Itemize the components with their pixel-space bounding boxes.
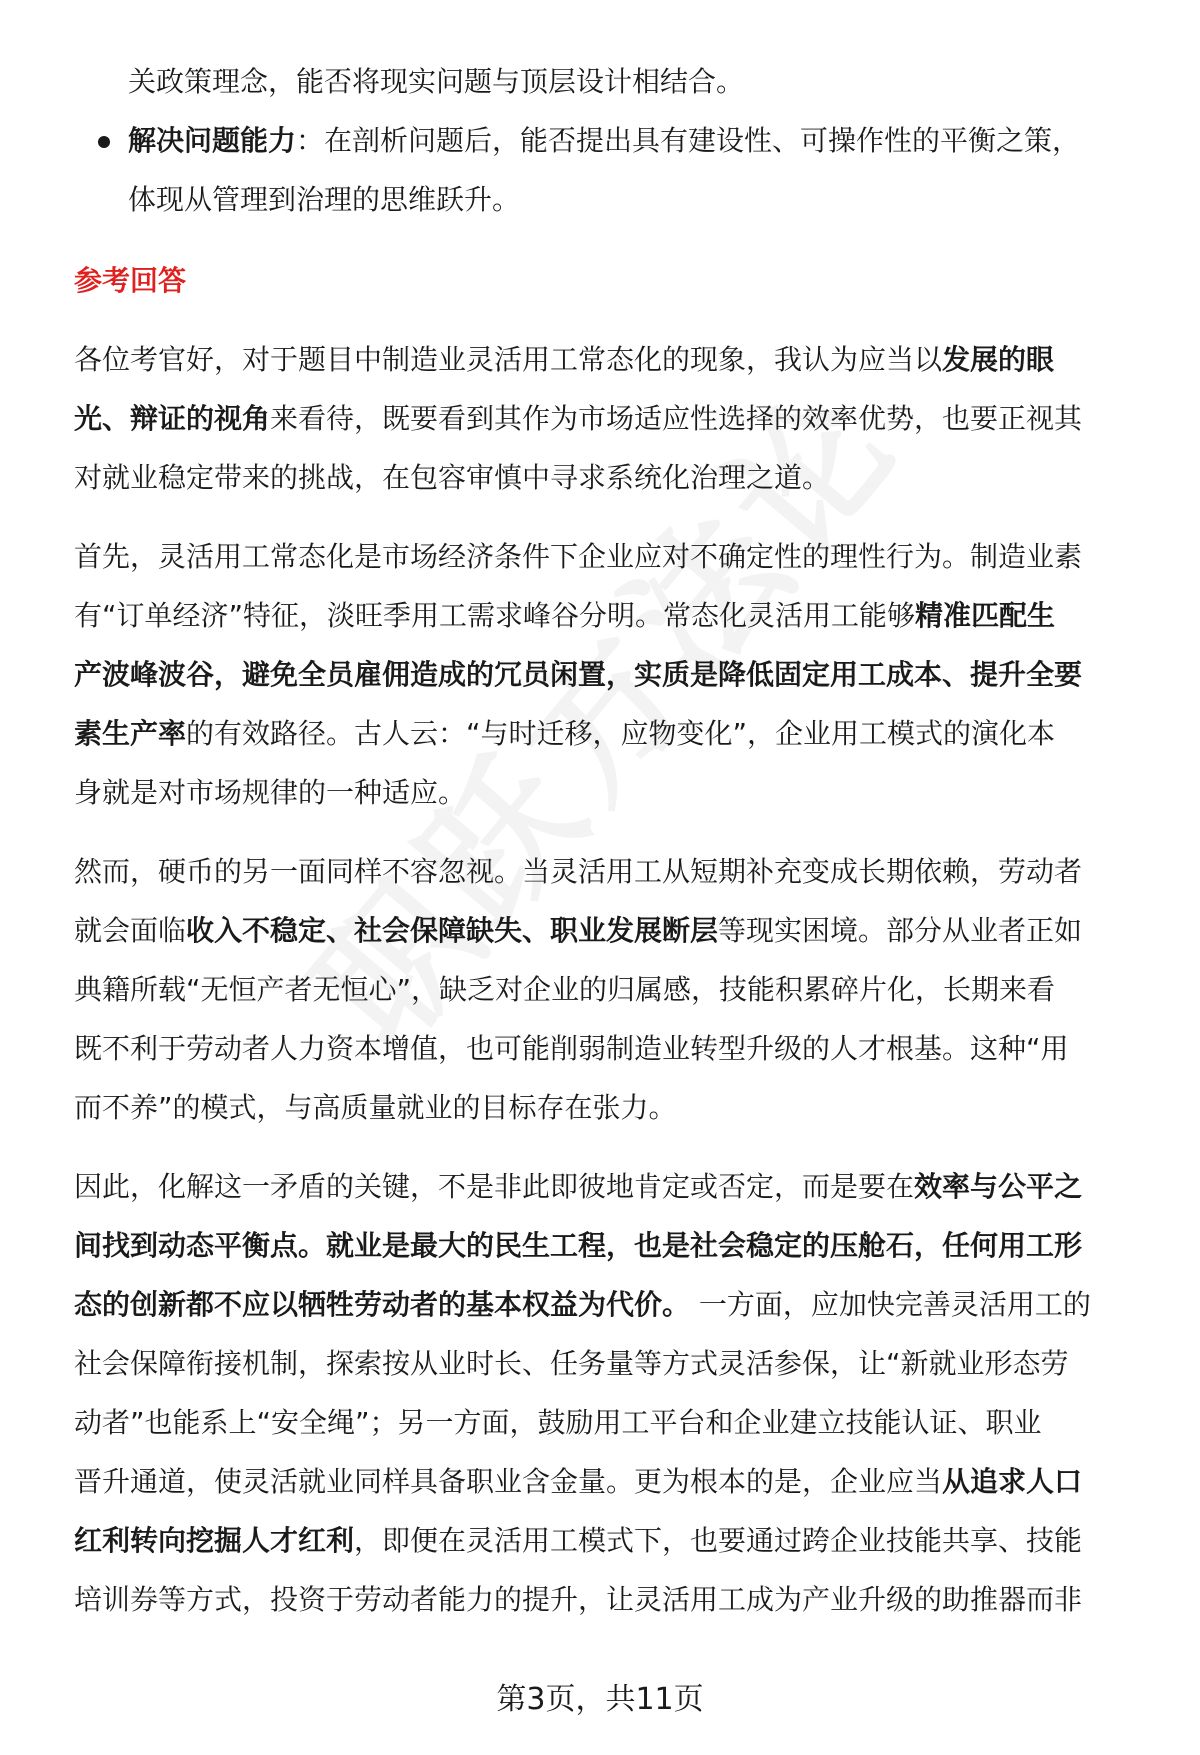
bold-run: 间找到动态平衡点。就业是最大的民生工程，也是社会稳定的压舱石，任何用工形 — [74, 1229, 1083, 1262]
document-body — [74, 52, 1154, 1629]
text-line: 首先，灵活用工常态化是市场经济条件下企业应对不确定性的理性行为。制造业素 — [74, 540, 1083, 573]
text-run: 等现实困境。部分从业者正如 — [718, 914, 1083, 947]
bold-run: 光、辩证的视角 — [74, 402, 271, 435]
text-line: 身就是对市场规律的一种适应。 — [74, 776, 467, 809]
paragraph-2 — [74, 527, 1154, 822]
bold-run: 效率与公平之 — [914, 1170, 1083, 1203]
text-line: 社会保障衔接机制，探索按从业时长、任务量等方式灵活参保，让“新就业形态劳 — [74, 1347, 1069, 1380]
text-line: 而不养”的模式，与高质量就业的目标存在张力。 — [74, 1091, 677, 1124]
bold-run: 发展的眼 — [942, 343, 1055, 376]
bold-run: 收入不稳定、社会保障缺失、职业发展断层 — [186, 914, 719, 947]
bullet-dot-icon — [98, 136, 110, 148]
bullet-text-continued: 体现从管理到治理的思维跃升。 — [128, 183, 521, 216]
text-run: 就会面临 — [74, 914, 187, 947]
bold-run: 红利转向挖掘人才红利 — [74, 1524, 355, 1557]
bold-run: 产波峰波谷，避免全员雇佣造成的冗员闲置，实质是降低固定用工成本、提升全要 — [74, 658, 1083, 691]
text-run: 的有效路径。古人云：“与时迁移，应物变化”，企业用工模式的演化本 — [186, 717, 1056, 750]
text-run: 因此，化解这一矛盾的关键，不是非此即彼地肯定或否定，而是要在 — [74, 1170, 915, 1203]
text-run: 各位考官好，对于题目中制造业灵活用工常态化的现象，我认为应当以 — [74, 343, 943, 376]
text-run: 有“订单经济”特征，淡旺季用工需求峰谷分明。常态化灵活用工能够 — [74, 599, 916, 632]
section-heading: 参考回答 — [74, 264, 187, 297]
text-run: 来看待，既要看到其作为市场适应性选择的效率优势，也要正视其 — [270, 402, 1083, 435]
paragraph-1 — [74, 330, 1154, 507]
text-line: 然而，硬币的另一面同样不容忽视。当灵活用工从短期补充变成长期依赖，劳动者 — [74, 855, 1083, 888]
text-line: 对就业稳定带来的挑战，在包容审慎中寻求系统化治理之道。 — [74, 461, 831, 494]
bold-run: 素生产率 — [74, 717, 187, 750]
text-run: ，即便在灵活用工模式下，也要通过跨企业技能共享、技能 — [354, 1524, 1083, 1557]
text-line: 典籍所载“无恒产者无恒心”，缺乏对企业的归属感，技能积累碎片化，长期来看 — [74, 973, 1056, 1006]
continuation-line: 关政策理念，能否将现实问题与顶层设计相结合。 — [128, 65, 745, 98]
bullet-item — [74, 111, 1154, 170]
bullet-text: ：在剖析问题后，能否提出具有建设性、可操作性的平衡之策， — [296, 124, 1081, 157]
bold-run: 态的创新都不应以牺牲劳动者的基本权益为代价。 — [74, 1288, 691, 1321]
bold-run: 从追求人口 — [942, 1465, 1083, 1498]
bold-run: 精准匹配生 — [915, 599, 1056, 632]
paragraph-4 — [74, 1157, 1154, 1629]
text-line: 既不利于劳动者人力资本增值，也可能削弱制造业转型升级的人才根基。这种“用 — [74, 1032, 1069, 1065]
paragraph-3 — [74, 842, 1154, 1137]
bullet-label: 解决问题能力 — [128, 124, 297, 157]
text-line: 培训券等方式，投资于劳动者能力的提升，让灵活用工成为产业升级的助推器而非 — [74, 1583, 1083, 1616]
text-run: 一方面，应加快完善灵活用工的 — [690, 1288, 1091, 1321]
text-run: 晋升通道，使灵活就业同样具备职业含金量。更为根本的是，企业应当 — [74, 1465, 943, 1498]
text-line: 动者”也能系上“安全绳”；另一方面，鼓励用工平台和企业建立技能认证、职业 — [74, 1406, 1042, 1439]
page-number: 第3页，共11页 — [496, 1682, 704, 1717]
